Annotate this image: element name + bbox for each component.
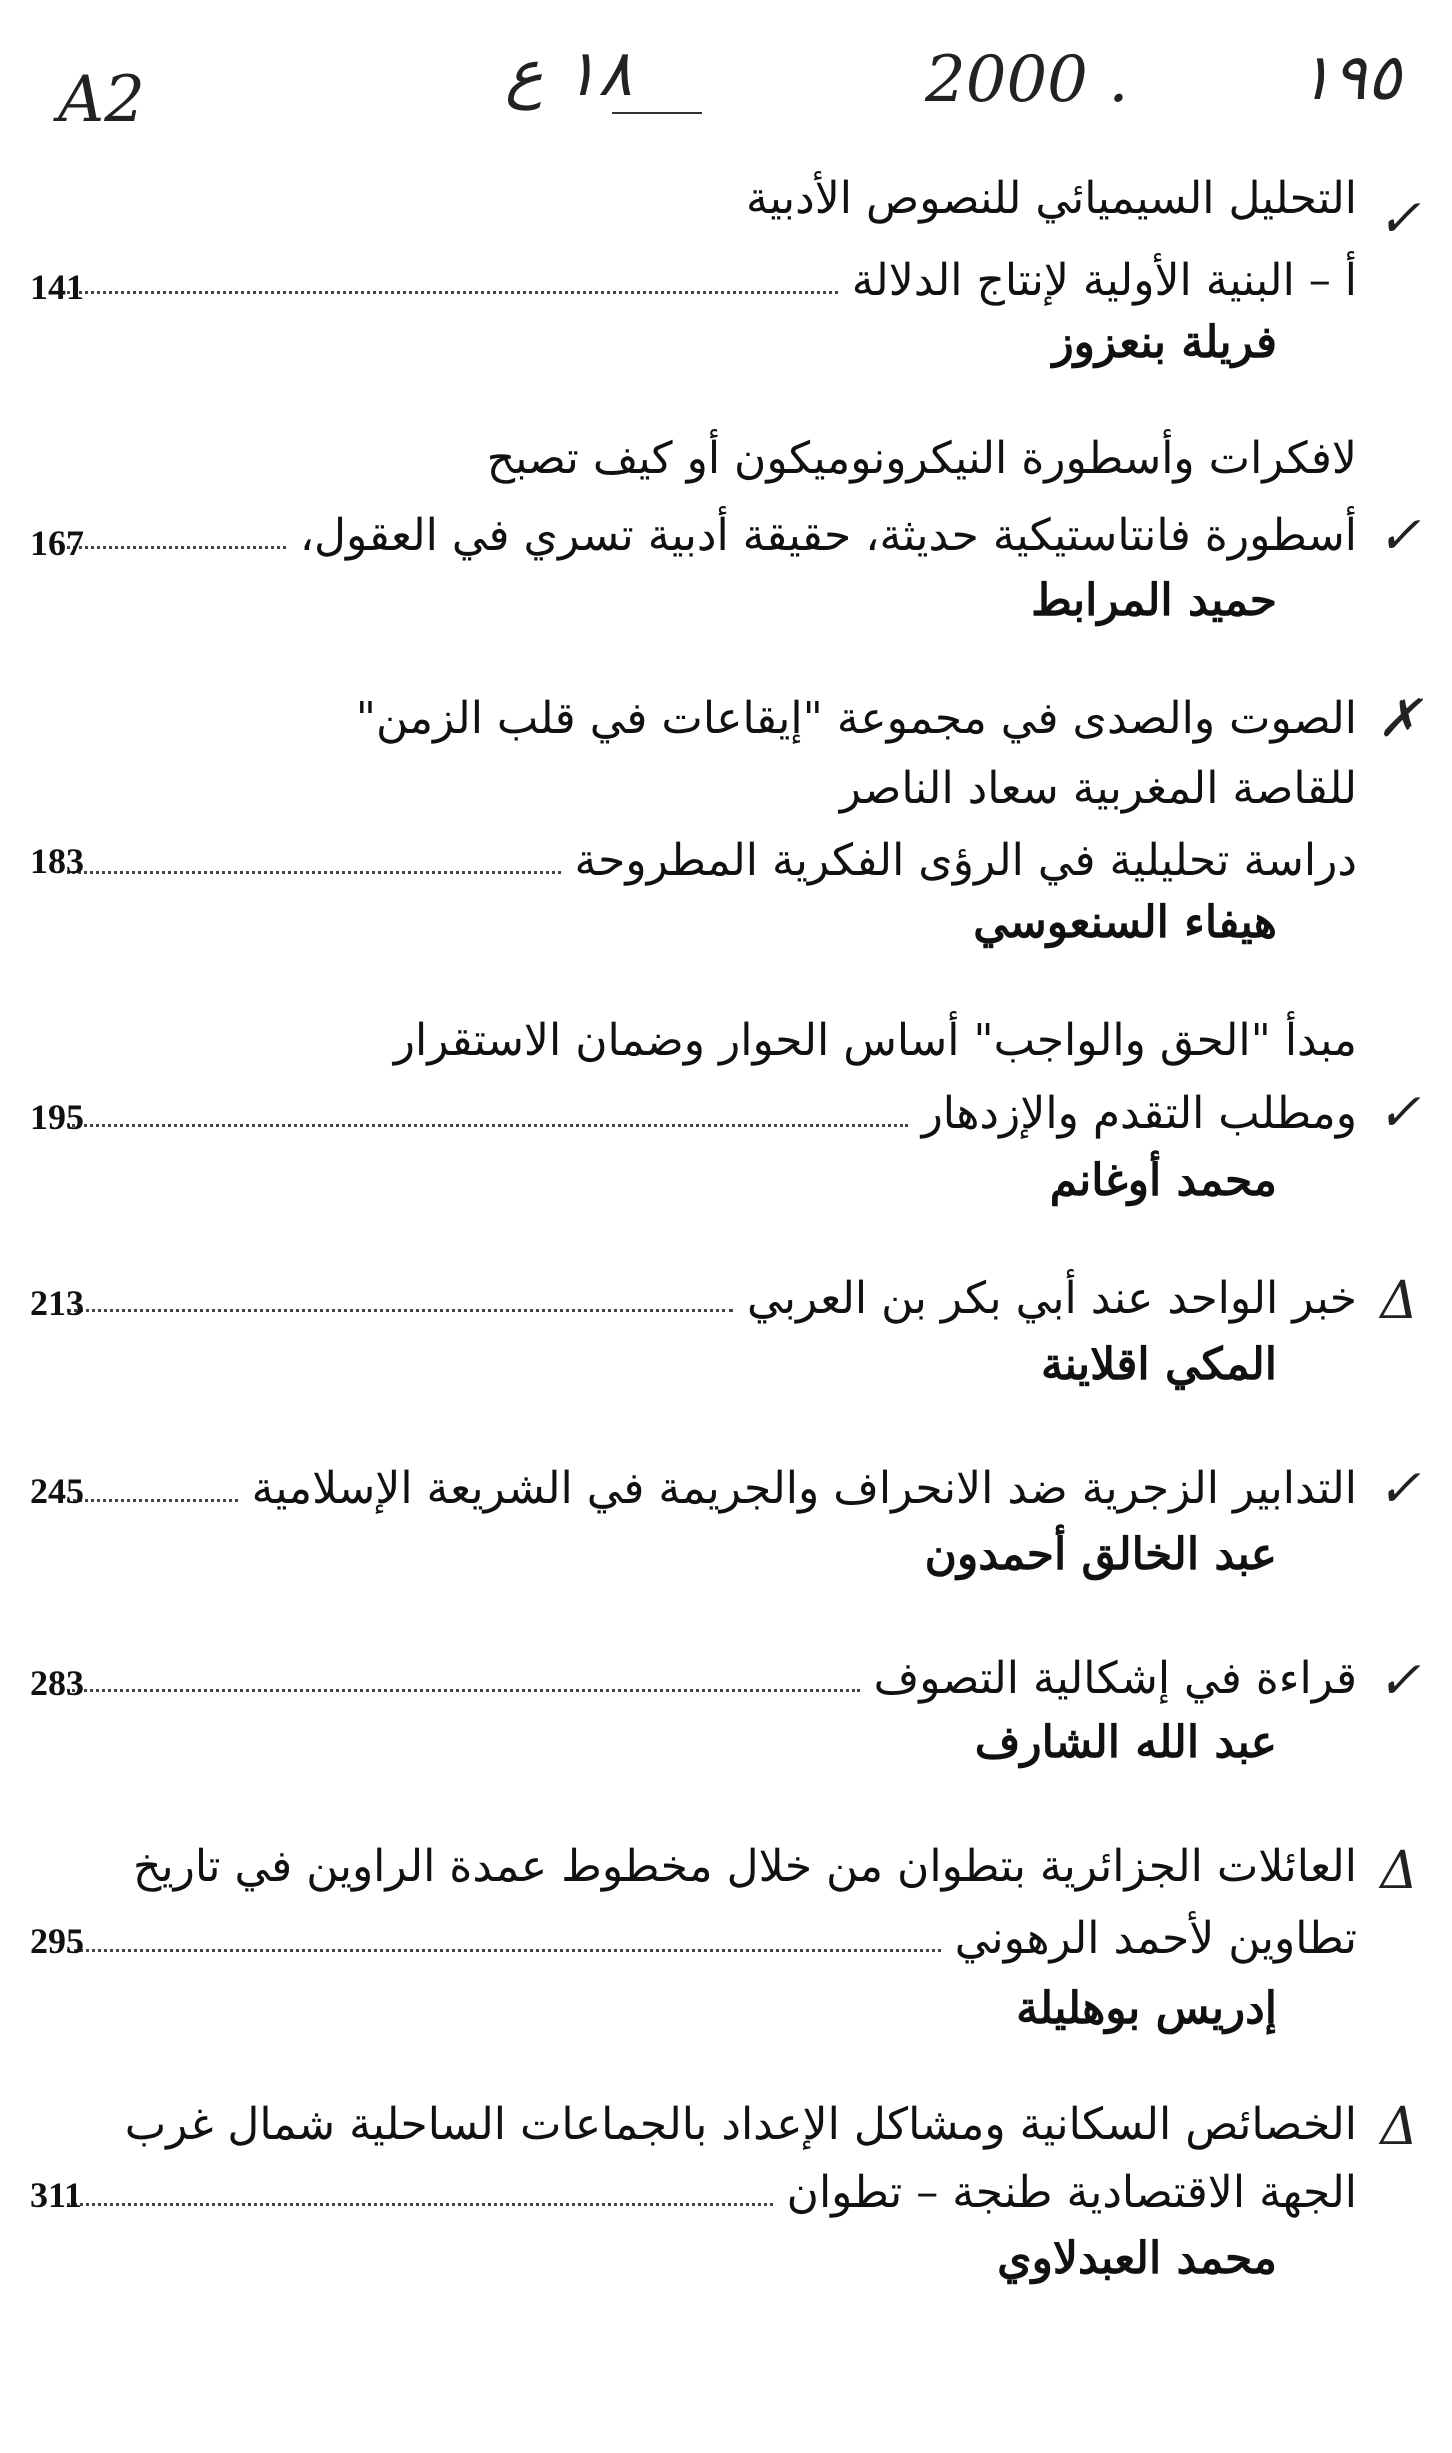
dot-leader xyxy=(67,1123,908,1127)
entry-author: هيفاء السنعوسي xyxy=(973,897,1277,948)
entry-title-line xyxy=(67,1908,1357,1970)
entry-title-text: الجهة الاقتصادية طنجة – تطوان xyxy=(786,2167,1357,2218)
page-number: 283 xyxy=(30,1663,84,1703)
entry-author: حميد المرابط xyxy=(1031,575,1277,626)
entry-title-line: الخصائص السكانية ومشاكل الإعداد بالجماعات الساحلية شمال غرب xyxy=(124,2099,1357,2150)
handwritten-mark: A2 xyxy=(58,63,145,137)
entry-title-line xyxy=(67,1083,1357,1145)
handwritten-header xyxy=(0,30,1452,140)
entry-title-line xyxy=(67,1648,1357,1710)
entry-title-line: الصوت والصدى في مجموعة "إيقاعات في قلب الزمن" xyxy=(355,693,1357,744)
handwritten-stroke xyxy=(612,112,702,114)
cross-mark-icon: ✗ xyxy=(1377,689,1421,749)
entry-title-text: دراسة تحليلية في الرؤى الفكرية المطروحة xyxy=(574,835,1357,886)
dot-leader xyxy=(67,870,561,874)
entry-title-text: ومطلب التقدم والإزدهار xyxy=(921,1088,1357,1139)
check-mark-icon: ✓ xyxy=(1377,506,1421,566)
triangle-mark-icon: Δ xyxy=(1380,1841,1418,1901)
page-number: 195 xyxy=(30,1097,84,1137)
entry-title-text: قراءة في إشكالية التصوف xyxy=(873,1653,1357,1704)
check-mark-icon: ✓ xyxy=(1377,1459,1421,1519)
entry-title-text: أ – البنية الأولية لإنتاج الدلالة xyxy=(851,255,1357,306)
dot-leader xyxy=(67,1688,860,1692)
entry-author: فريلة بنعزوز xyxy=(1052,317,1277,368)
entry-title-line xyxy=(67,2162,1357,2224)
entry-title-line: لافكرات وأسطورة النيكرونوميكون أو كيف تصبح xyxy=(486,433,1357,484)
entry-author: محمد العبدلاوي xyxy=(997,2233,1277,2284)
dot-leader xyxy=(67,1948,941,1952)
entry-title-text: أسطورة فانتاستيكية حديثة، حقيقة أدبية تسري في العقول، xyxy=(299,510,1357,561)
handwritten-mark: ١٩٥ xyxy=(1298,41,1402,115)
entry-title-text: التدابير الزجرية ضد الانحراف والجريمة في الشريعة الإسلامية xyxy=(251,1463,1357,1514)
page-number: 295 xyxy=(30,1921,84,1961)
entry-title-line xyxy=(67,1268,1357,1330)
entry-author: عبد الخالق أحمدون xyxy=(924,1529,1277,1580)
entry-author: إدريس بوهليلة xyxy=(1016,1983,1277,2034)
dot-leader xyxy=(67,1308,733,1312)
handwritten-mark: 2000 . xyxy=(925,43,1129,117)
page-number: 167 xyxy=(30,523,84,563)
entry-title-line xyxy=(67,250,1357,312)
entry-title-text: خبر الواحد عند أبي بكر بن العربي xyxy=(747,1273,1357,1324)
page-number: 141 xyxy=(30,267,84,307)
dot-leader xyxy=(67,290,838,294)
page-number: 245 xyxy=(30,1471,84,1511)
check-mark-icon: ✓ xyxy=(1377,1083,1421,1143)
entry-author: عبد الله الشارف xyxy=(974,1717,1277,1768)
check-mark-icon: ✓ xyxy=(1377,1651,1421,1711)
entry-title-line: التحليل السيميائي للنصوص الأدبية xyxy=(746,173,1357,224)
entry-title-text: تطاوين لأحمد الرهوني xyxy=(954,1913,1357,1964)
dot-leader xyxy=(67,2202,773,2206)
entry-title-line: مبدأ "الحق والواجب" أساس الحوار وضمان الاستقرار xyxy=(393,1015,1357,1066)
triangle-mark-icon: Δ xyxy=(1380,1271,1418,1331)
entry-title-line: العائلات الجزائرية بتطوان من خلال مخطوط عمدة الراوين في تاريخ xyxy=(132,1841,1357,1892)
entry-title-line xyxy=(67,830,1357,892)
entry-title-line: للقاصة المغربية سعاد الناصر xyxy=(839,763,1357,814)
entry-author: محمد أوغانم xyxy=(1049,1155,1277,1206)
page-number: 311 xyxy=(30,2175,83,2215)
entry-title-line xyxy=(67,1458,1357,1520)
check-mark-icon: ✓ xyxy=(1377,189,1421,249)
handwritten-mark: ١٨ ع xyxy=(505,37,633,111)
page-number: 183 xyxy=(30,841,84,881)
entry-title-line xyxy=(67,505,1357,567)
page-number: 213 xyxy=(30,1283,84,1323)
triangle-mark-icon: Δ xyxy=(1380,2097,1418,2157)
entry-author: المكي اقلاينة xyxy=(1041,1339,1277,1390)
